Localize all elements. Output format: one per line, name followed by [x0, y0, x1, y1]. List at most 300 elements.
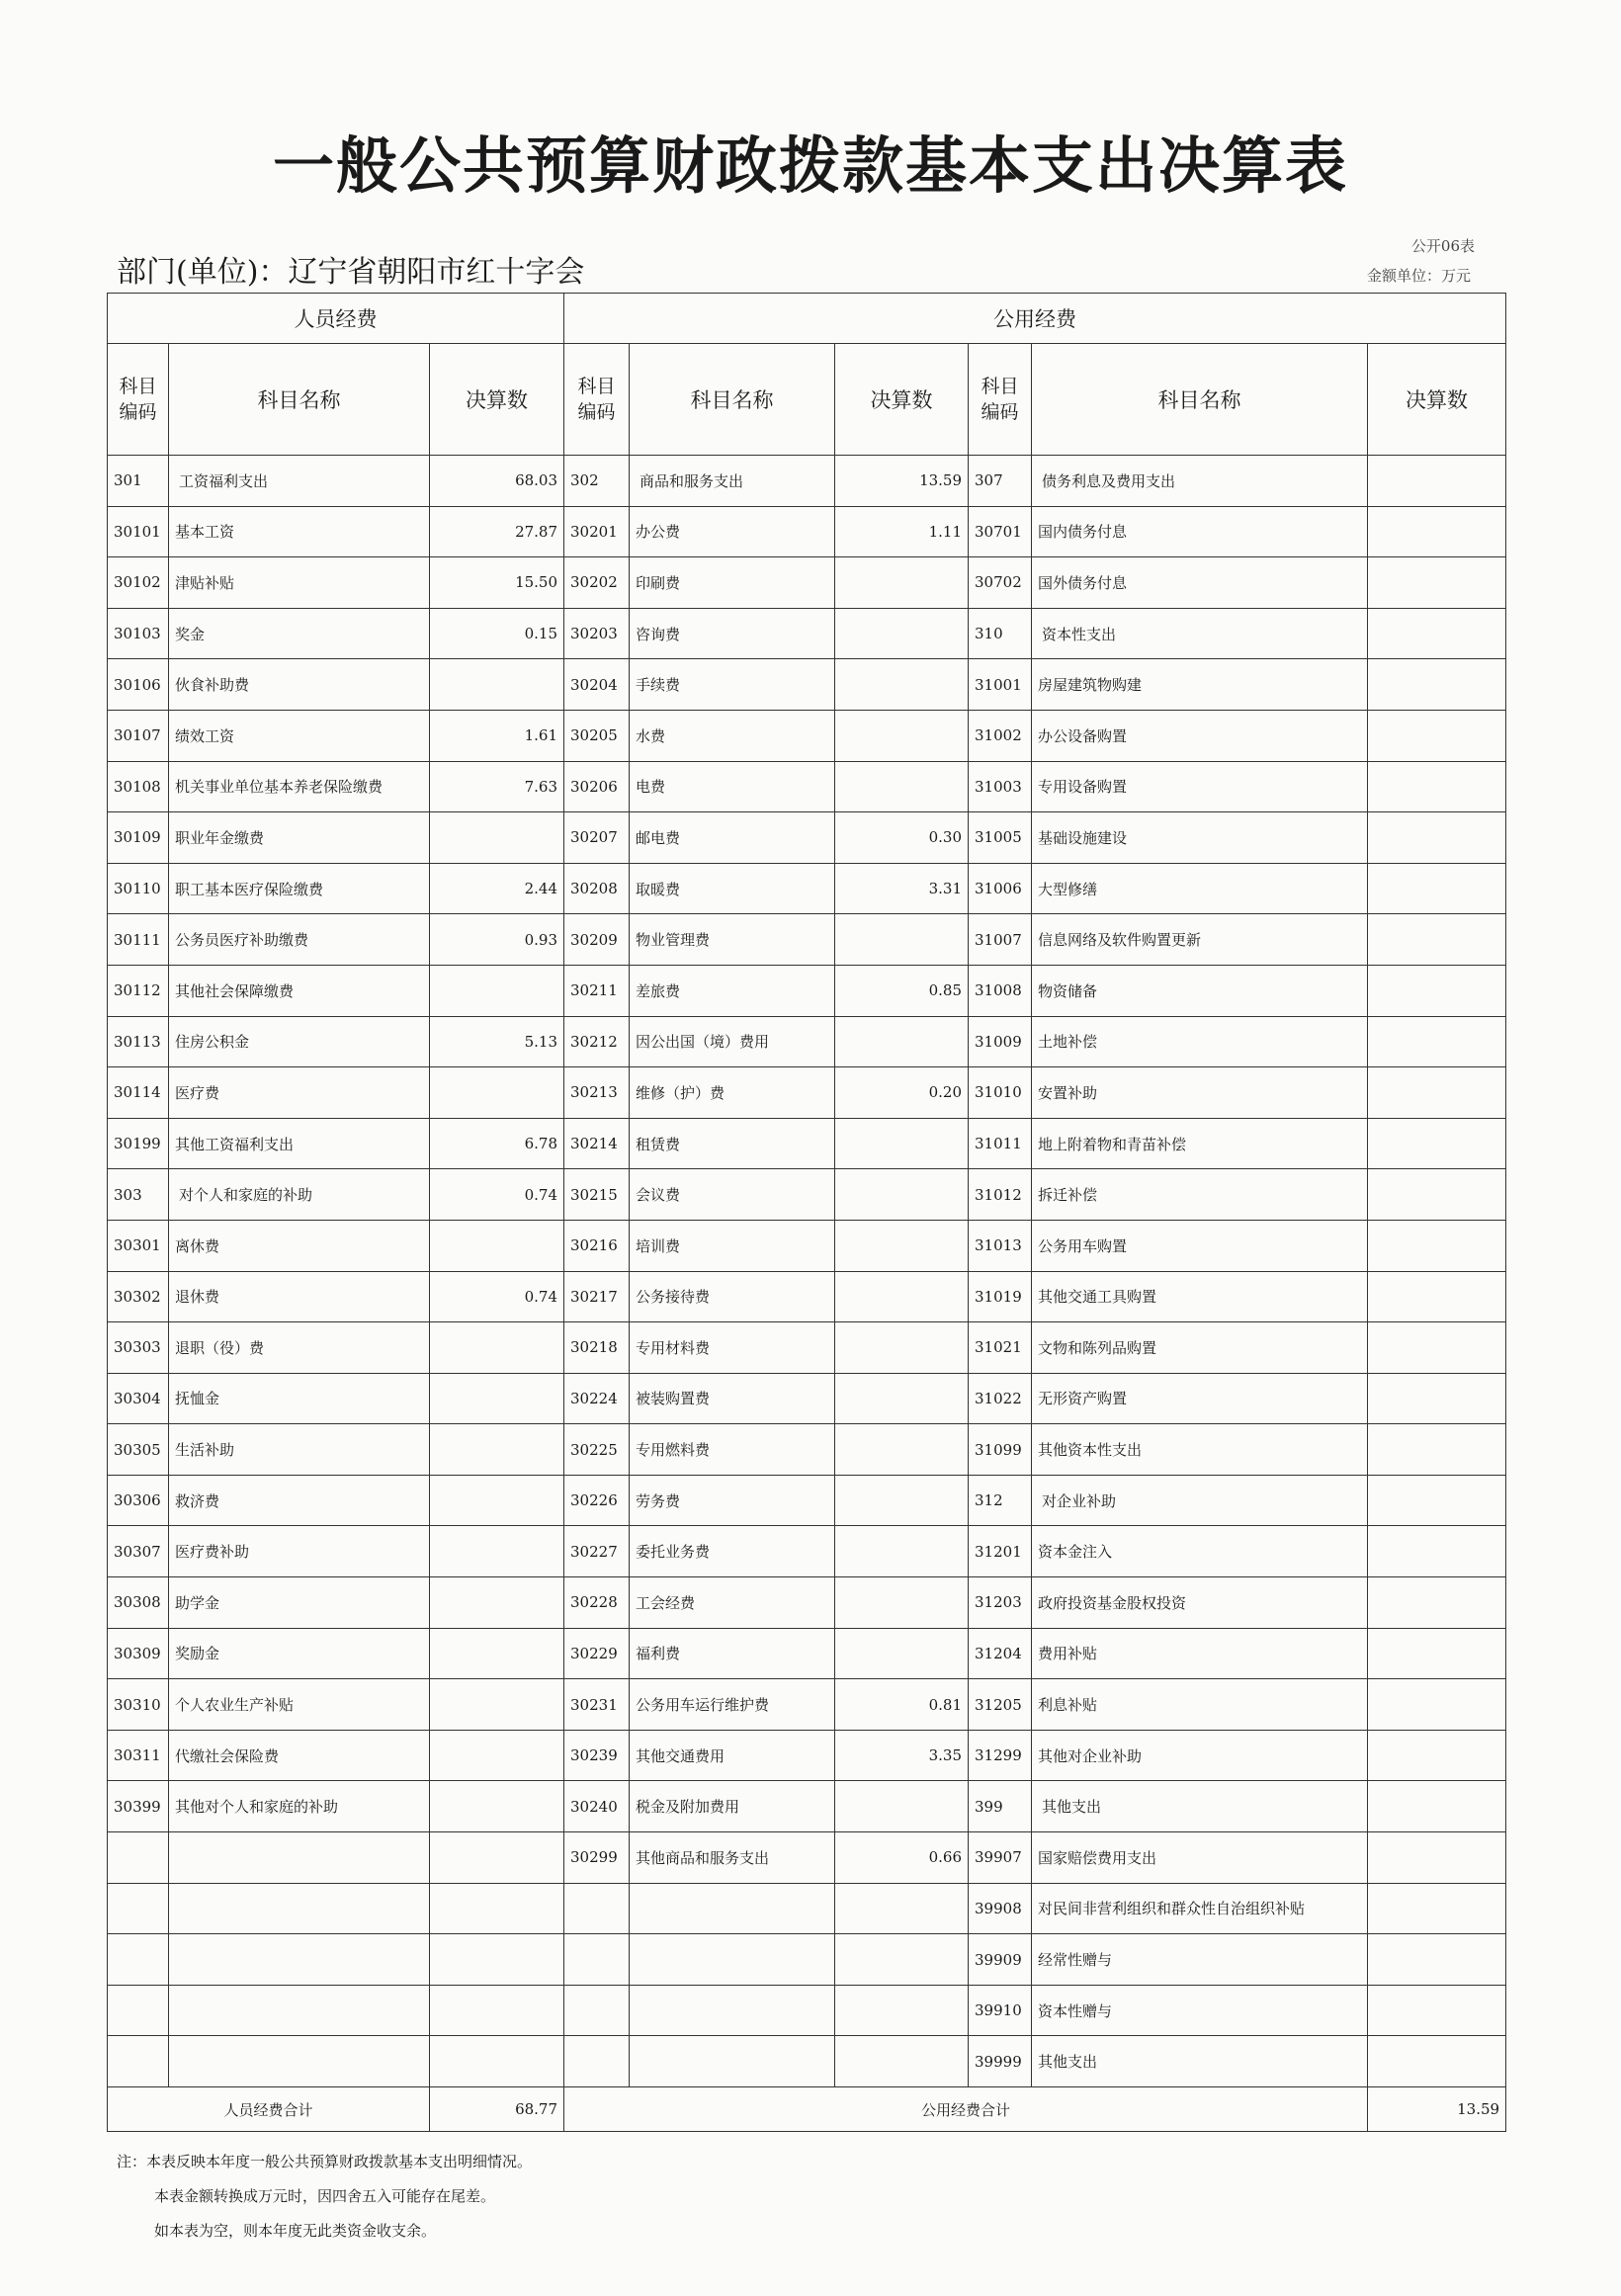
table-row [108, 1832, 1506, 1884]
item-name: 医疗费 [169, 1067, 430, 1119]
item-code: 30311 [108, 1730, 169, 1781]
form-number: 公开06表 [1410, 237, 1475, 255]
item-name: 机关事业单位基本养老保险缴费 [169, 761, 430, 812]
item-code [564, 1985, 630, 2036]
header-amount: 决算数 [430, 344, 564, 456]
item-code: 30239 [564, 1730, 630, 1781]
table-row [108, 1220, 1506, 1271]
item-amount: 0.20 [835, 1067, 969, 1119]
item-amount [835, 1016, 969, 1067]
item-name: 信息网络及软件购置更新 [1032, 914, 1368, 966]
item-amount [430, 1832, 564, 1884]
item-code: 31299 [969, 1730, 1032, 1781]
item-name: 房屋建筑物购建 [1032, 659, 1368, 711]
item-name: 对企业补助 [1032, 1475, 1368, 1526]
item-code: 30109 [108, 812, 169, 864]
item-code: 30217 [564, 1271, 630, 1322]
item-code: 30108 [108, 761, 169, 812]
item-name: 抚恤金 [169, 1373, 430, 1424]
item-name: 其他对企业补助 [1032, 1730, 1368, 1781]
item-code: 30201 [564, 506, 630, 557]
item-name [630, 2036, 835, 2087]
item-code: 30302 [108, 1271, 169, 1322]
item-name: 安置补助 [1032, 1067, 1368, 1119]
item-name: 水费 [630, 710, 835, 761]
item-name: 其他商品和服务支出 [630, 1832, 835, 1884]
item-name: 培训费 [630, 1220, 835, 1271]
item-code: 302 [564, 456, 630, 507]
item-name: 对民间非营利组织和群众性自治组织补贴 [1032, 1883, 1368, 1934]
item-name [169, 1883, 430, 1934]
footnote: 注：本表反映本年度一般公共预算财政拨款基本支出明细情况。 [117, 2153, 533, 2170]
item-code: 30229 [564, 1628, 630, 1679]
item-amount [1368, 1475, 1506, 1526]
item-code: 30399 [108, 1781, 169, 1832]
item-amount [430, 1475, 564, 1526]
item-amount [430, 1985, 564, 2036]
item-name [630, 1985, 835, 2036]
item-amount: 3.35 [835, 1730, 969, 1781]
item-amount [835, 1271, 969, 1322]
item-name: 拆迁补偿 [1032, 1169, 1368, 1221]
item-amount [835, 2036, 969, 2087]
item-name: 津贴补贴 [169, 557, 430, 609]
item-amount: 0.81 [835, 1679, 969, 1731]
item-amount: 27.87 [430, 506, 564, 557]
item-name: 土地补偿 [1032, 1016, 1368, 1067]
public-total-label: 公用经费合计 [564, 2087, 1368, 2132]
item-amount: 7.63 [430, 761, 564, 812]
item-code: 30213 [564, 1067, 630, 1119]
item-code: 30205 [564, 710, 630, 761]
item-name: 基本工资 [169, 506, 430, 557]
item-code: 31201 [969, 1526, 1032, 1577]
item-name: 其他交通工具购置 [1032, 1271, 1368, 1322]
item-code: 30110 [108, 863, 169, 914]
item-code [108, 1883, 169, 1934]
personnel-total-label: 人员经费合计 [108, 2087, 430, 2132]
table-row [108, 1169, 1506, 1221]
item-code: 30218 [564, 1322, 630, 1374]
item-code: 30303 [108, 1322, 169, 1374]
header-code: 科目编码 [969, 344, 1032, 456]
item-code: 30207 [564, 812, 630, 864]
item-amount [1368, 965, 1506, 1016]
item-amount [835, 1985, 969, 2036]
item-code: 30101 [108, 506, 169, 557]
table-row [108, 1934, 1506, 1986]
item-name: 政府投资基金股权投资 [1032, 1577, 1368, 1629]
item-amount [430, 1577, 564, 1629]
item-code: 307 [969, 456, 1032, 507]
table-row [108, 965, 1506, 1016]
item-code: 30208 [564, 863, 630, 914]
item-code: 31021 [969, 1322, 1032, 1374]
item-name: 其他资本性支出 [1032, 1424, 1368, 1476]
item-name: 公务接待费 [630, 1271, 835, 1322]
item-amount: 3.31 [835, 863, 969, 914]
item-amount [430, 1373, 564, 1424]
item-amount [1368, 456, 1506, 507]
item-code: 30112 [108, 965, 169, 1016]
item-name: 离休费 [169, 1220, 430, 1271]
item-code [108, 1832, 169, 1884]
table-row [108, 1118, 1506, 1169]
item-amount [430, 2036, 564, 2087]
item-name [630, 1883, 835, 1934]
item-code: 30304 [108, 1373, 169, 1424]
item-amount [835, 557, 969, 609]
item-code: 30309 [108, 1628, 169, 1679]
item-code: 30305 [108, 1424, 169, 1476]
table-row [108, 914, 1506, 966]
table-row [108, 1628, 1506, 1679]
item-code: 31010 [969, 1067, 1032, 1119]
item-amount [835, 1577, 969, 1629]
item-code: 30199 [108, 1118, 169, 1169]
item-code: 30299 [564, 1832, 630, 1884]
item-name: 物资储备 [1032, 965, 1368, 1016]
item-amount [1368, 557, 1506, 609]
item-code: 39910 [969, 1985, 1032, 2036]
item-amount: 0.74 [430, 1271, 564, 1322]
header-name: 科目名称 [169, 344, 430, 456]
item-code: 31099 [969, 1424, 1032, 1476]
item-code: 30231 [564, 1679, 630, 1731]
item-code: 30114 [108, 1067, 169, 1119]
item-amount [835, 1475, 969, 1526]
item-amount [835, 710, 969, 761]
item-name: 维修（护）费 [630, 1067, 835, 1119]
item-name: 商品和服务支出 [630, 456, 835, 507]
item-code: 39999 [969, 2036, 1032, 2087]
item-name: 经常性赠与 [1032, 1934, 1368, 1986]
item-amount [1368, 2036, 1506, 2087]
table-row [108, 1577, 1506, 1629]
item-code: 30209 [564, 914, 630, 966]
item-code: 39908 [969, 1883, 1032, 1934]
item-amount [835, 1934, 969, 1986]
item-name: 伙食补助费 [169, 659, 430, 711]
item-code: 31019 [969, 1271, 1032, 1322]
item-code: 30701 [969, 506, 1032, 557]
item-code: 31005 [969, 812, 1032, 864]
item-amount [1368, 1934, 1506, 1986]
item-code: 30308 [108, 1577, 169, 1629]
item-name: 生活补助 [169, 1424, 430, 1476]
item-code: 31013 [969, 1220, 1032, 1271]
item-amount [835, 1373, 969, 1424]
item-amount [430, 965, 564, 1016]
item-name: 职工基本医疗保险缴费 [169, 863, 430, 914]
item-amount: 13.59 [835, 456, 969, 507]
item-code: 30102 [108, 557, 169, 609]
item-code: 30212 [564, 1016, 630, 1067]
item-code: 30113 [108, 1016, 169, 1067]
item-name: 绩效工资 [169, 710, 430, 761]
item-name: 工会经费 [630, 1577, 835, 1629]
item-code: 31007 [969, 914, 1032, 966]
item-code [108, 1985, 169, 2036]
item-code: 30310 [108, 1679, 169, 1731]
item-name: 代缴社会保险费 [169, 1730, 430, 1781]
item-name: 大型修缮 [1032, 863, 1368, 914]
header-code: 科目编码 [108, 344, 169, 456]
item-code: 31003 [969, 761, 1032, 812]
item-code: 31008 [969, 965, 1032, 1016]
item-name [169, 1832, 430, 1884]
item-name [630, 1934, 835, 1986]
item-code: 30301 [108, 1220, 169, 1271]
department-label: 部门(单位)：辽宁省朝阳市红十字会 [117, 255, 585, 290]
table-row [108, 506, 1506, 557]
table-row [108, 1016, 1506, 1067]
item-name: 资本性支出 [1032, 608, 1368, 659]
item-amount [835, 1526, 969, 1577]
item-code: 399 [969, 1781, 1032, 1832]
item-code: 31022 [969, 1373, 1032, 1424]
page-title: 一般公共预算财政拨款基本支出决算表 [272, 129, 1348, 202]
item-amount [1368, 863, 1506, 914]
item-name: 专用设备购置 [1032, 761, 1368, 812]
item-code: 30202 [564, 557, 630, 609]
item-amount [1368, 1118, 1506, 1169]
item-code: 30216 [564, 1220, 630, 1271]
item-name: 专用材料费 [630, 1322, 835, 1374]
item-amount [835, 1424, 969, 1476]
item-code: 30204 [564, 659, 630, 711]
table-row [108, 1679, 1506, 1731]
item-name: 职业年金缴费 [169, 812, 430, 864]
item-code: 30702 [969, 557, 1032, 609]
item-code: 30215 [564, 1169, 630, 1221]
item-name: 费用补贴 [1032, 1628, 1368, 1679]
item-code [564, 1883, 630, 1934]
item-amount [1368, 1883, 1506, 1934]
item-code: 31203 [969, 1577, 1032, 1629]
item-amount [835, 761, 969, 812]
item-name [169, 2036, 430, 2087]
item-amount [1368, 1169, 1506, 1221]
item-code: 30228 [564, 1577, 630, 1629]
item-name: 委托业务费 [630, 1526, 835, 1577]
item-name [169, 1985, 430, 2036]
item-amount [430, 1220, 564, 1271]
table-row [108, 1985, 1506, 2036]
item-name: 咨询费 [630, 608, 835, 659]
item-name: 对个人和家庭的补助 [169, 1169, 430, 1221]
table-row [108, 1730, 1506, 1781]
item-amount [430, 1067, 564, 1119]
item-amount: 0.85 [835, 965, 969, 1016]
item-code: 30306 [108, 1475, 169, 1526]
item-amount [1368, 506, 1506, 557]
item-name: 手续费 [630, 659, 835, 711]
item-amount [835, 659, 969, 711]
item-name: 无形资产购置 [1032, 1373, 1368, 1424]
item-name: 公务用车运行维护费 [630, 1679, 835, 1731]
item-amount: 6.78 [430, 1118, 564, 1169]
item-amount [1368, 1322, 1506, 1374]
item-amount [1368, 1526, 1506, 1577]
table-row [108, 761, 1506, 812]
totals-row [108, 2087, 1506, 2132]
footnote: 如本表为空，则本年度无此类资金收支余。 [154, 2222, 437, 2240]
item-name: 差旅费 [630, 965, 835, 1016]
header-name: 科目名称 [1032, 344, 1368, 456]
table-row [108, 1475, 1506, 1526]
item-name: 工资福利支出 [169, 456, 430, 507]
item-code [108, 1934, 169, 1986]
item-amount [430, 1781, 564, 1832]
item-amount [430, 1934, 564, 1986]
item-amount: 2.44 [430, 863, 564, 914]
item-name: 其他对个人和家庭的补助 [169, 1781, 430, 1832]
item-name: 因公出国（境）费用 [630, 1016, 835, 1067]
item-amount: 0.30 [835, 812, 969, 864]
item-code: 30106 [108, 659, 169, 711]
item-amount [1368, 1067, 1506, 1119]
item-amount [1368, 710, 1506, 761]
personnel-total-value: 68.77 [430, 2087, 564, 2132]
table-row [108, 1424, 1506, 1476]
item-amount: 0.93 [430, 914, 564, 966]
item-amount [835, 1220, 969, 1271]
item-amount [430, 659, 564, 711]
item-name: 国内债务付息 [1032, 506, 1368, 557]
item-code: 30225 [564, 1424, 630, 1476]
item-amount [430, 1883, 564, 1934]
item-code: 31009 [969, 1016, 1032, 1067]
table-row [108, 557, 1506, 609]
item-code: 31204 [969, 1628, 1032, 1679]
item-amount [430, 1679, 564, 1731]
item-code: 30226 [564, 1475, 630, 1526]
table-row [108, 456, 1506, 507]
item-amount [430, 1424, 564, 1476]
item-amount [835, 1118, 969, 1169]
item-code: 30107 [108, 710, 169, 761]
item-amount [430, 1628, 564, 1679]
footnote: 本表金额转换成万元时，因四舍五入可能存在尾差。 [154, 2187, 496, 2205]
item-code: 301 [108, 456, 169, 507]
item-amount [1368, 1577, 1506, 1629]
item-code: 30211 [564, 965, 630, 1016]
item-code: 30111 [108, 914, 169, 966]
item-code: 312 [969, 1475, 1032, 1526]
item-name [169, 1934, 430, 1986]
item-amount [1368, 1730, 1506, 1781]
item-code: 30307 [108, 1526, 169, 1577]
item-code: 31011 [969, 1118, 1032, 1169]
item-code: 30224 [564, 1373, 630, 1424]
item-code: 39909 [969, 1934, 1032, 1986]
item-code: 30206 [564, 761, 630, 812]
item-name: 取暖费 [630, 863, 835, 914]
item-amount: 0.15 [430, 608, 564, 659]
header-amount: 决算数 [1368, 344, 1506, 456]
header-code: 科目编码 [564, 344, 630, 456]
table-row [108, 2036, 1506, 2087]
item-name: 会议费 [630, 1169, 835, 1221]
item-name: 基础设施建设 [1032, 812, 1368, 864]
item-code: 31006 [969, 863, 1032, 914]
item-amount [1368, 1628, 1506, 1679]
item-amount [430, 812, 564, 864]
item-amount [835, 914, 969, 966]
item-name: 奖金 [169, 608, 430, 659]
item-code: 31002 [969, 710, 1032, 761]
amount-unit: 金额单位：万元 [1366, 267, 1471, 285]
item-amount [430, 1526, 564, 1577]
item-amount: 1.11 [835, 506, 969, 557]
item-amount [1368, 761, 1506, 812]
item-name: 印刷费 [630, 557, 835, 609]
item-name: 其他社会保障缴费 [169, 965, 430, 1016]
item-name: 国外债务付息 [1032, 557, 1368, 609]
table-row [108, 710, 1506, 761]
expenditure-table [107, 293, 1506, 2132]
item-code [564, 1934, 630, 1986]
item-name: 退休费 [169, 1271, 430, 1322]
item-name: 文物和陈列品购置 [1032, 1322, 1368, 1374]
table-row [108, 608, 1506, 659]
item-name: 其他工资福利支出 [169, 1118, 430, 1169]
item-amount: 15.50 [430, 557, 564, 609]
item-amount [1368, 1016, 1506, 1067]
table-row [108, 1322, 1506, 1374]
item-name: 办公设备购置 [1032, 710, 1368, 761]
item-name: 劳务费 [630, 1475, 835, 1526]
item-amount [835, 1322, 969, 1374]
item-amount: 0.74 [430, 1169, 564, 1221]
item-amount [1368, 659, 1506, 711]
header-personnel: 人员经费 [108, 294, 564, 344]
item-name: 利息补贴 [1032, 1679, 1368, 1731]
item-name: 专用燃料费 [630, 1424, 835, 1476]
item-amount: 5.13 [430, 1016, 564, 1067]
item-amount [1368, 1985, 1506, 2036]
table-row [108, 1373, 1506, 1424]
item-name: 资本金注入 [1032, 1526, 1368, 1577]
table-row [108, 1067, 1506, 1119]
item-name: 公务员医疗补助缴费 [169, 914, 430, 966]
table-row [108, 659, 1506, 711]
item-amount [835, 1169, 969, 1221]
item-amount: 1.61 [430, 710, 564, 761]
item-name: 奖励金 [169, 1628, 430, 1679]
item-code: 30103 [108, 608, 169, 659]
item-amount [430, 1322, 564, 1374]
item-amount [1368, 1373, 1506, 1424]
item-amount [1368, 1271, 1506, 1322]
item-code [108, 2036, 169, 2087]
item-amount [1368, 812, 1506, 864]
item-amount [430, 1730, 564, 1781]
item-name: 住房公积金 [169, 1016, 430, 1067]
item-code [564, 2036, 630, 2087]
item-amount: 68.03 [430, 456, 564, 507]
item-amount [1368, 608, 1506, 659]
item-code: 31012 [969, 1169, 1032, 1221]
item-name: 其他支出 [1032, 1781, 1368, 1832]
item-name: 个人农业生产补贴 [169, 1679, 430, 1731]
item-amount [835, 1883, 969, 1934]
item-name: 物业管理费 [630, 914, 835, 966]
item-amount [835, 1628, 969, 1679]
item-name: 电费 [630, 761, 835, 812]
item-name: 资本性赠与 [1032, 1985, 1368, 2036]
